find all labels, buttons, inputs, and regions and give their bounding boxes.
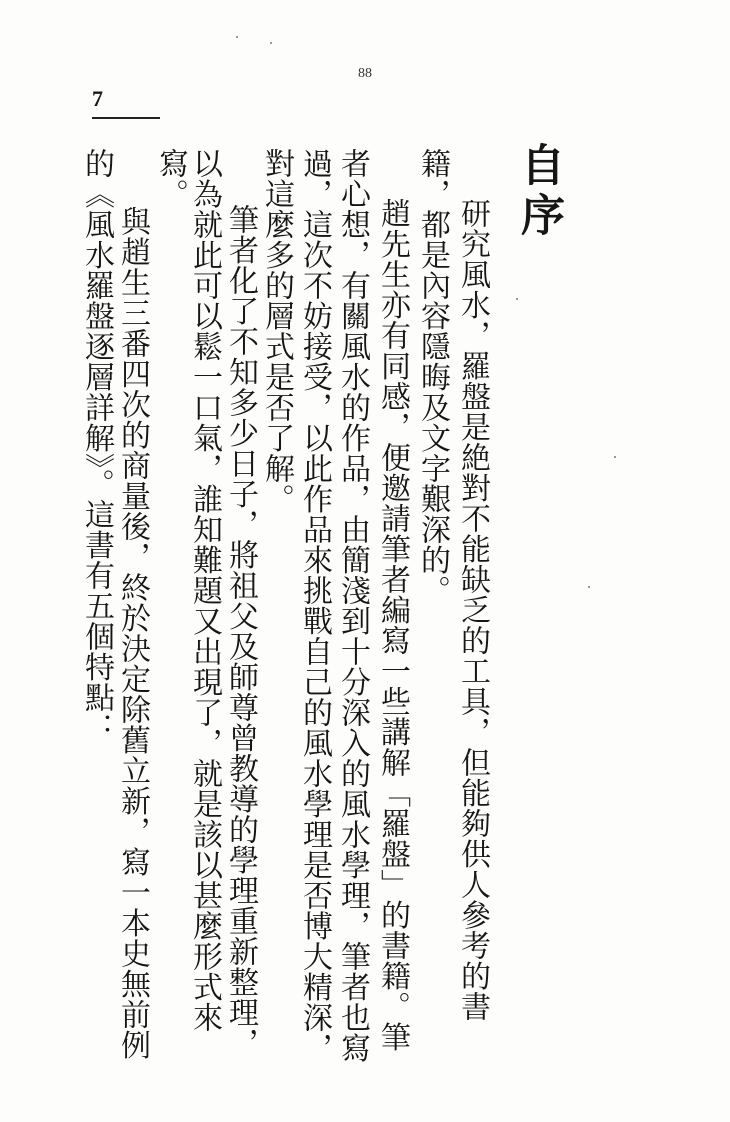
- text-column: 過，這次不妨接受，以此作品來挑戰自己的風水學理是否博大精深，: [297, 148, 332, 1063]
- text-column: 筆者化了不知多少日子，將祖父及師尊曾教導的學理重新整理，: [223, 204, 258, 1058]
- margin-page-number: 7: [92, 86, 103, 111]
- text-column: 寫。: [153, 148, 188, 209]
- speck-mark: [516, 298, 518, 300]
- text-column: 的《風水羅盤逐層詳解》。這書有五個特點：: [79, 148, 114, 743]
- speck-mark: [614, 456, 616, 458]
- speck-mark: [270, 42, 272, 44]
- text-column: 與趙生三番四次的商量後，終於決定除舊立新，寫一本史無前例: [115, 206, 150, 1060]
- section-title: 自序: [513, 142, 564, 242]
- page-number: 88: [358, 66, 372, 81]
- text-column: 研究風水，羅盤是絶對不能缺乏的工具，但能夠供人參考的書: [455, 198, 490, 1022]
- text-column: 趙先生亦有同感，便邀請筆者編寫一些講解「羅盤」的書籍。筆: [375, 198, 410, 1052]
- margin-rule: [92, 117, 160, 119]
- speck-mark: [588, 586, 590, 588]
- text-column: 者心想，有關風水的作品，由簡淺到十分深入的風水學理，筆者也寫: [335, 148, 370, 1063]
- text-column: 籍，都是內容隱晦及文字艱深的。: [415, 148, 450, 606]
- text-column: 以為就此可以鬆一口氣，誰知難題又出現了，就是該以甚麼形式來: [187, 148, 222, 1033]
- text-column: 對這麼多的層式是否了解。: [259, 148, 294, 514]
- speck-mark: [236, 36, 238, 38]
